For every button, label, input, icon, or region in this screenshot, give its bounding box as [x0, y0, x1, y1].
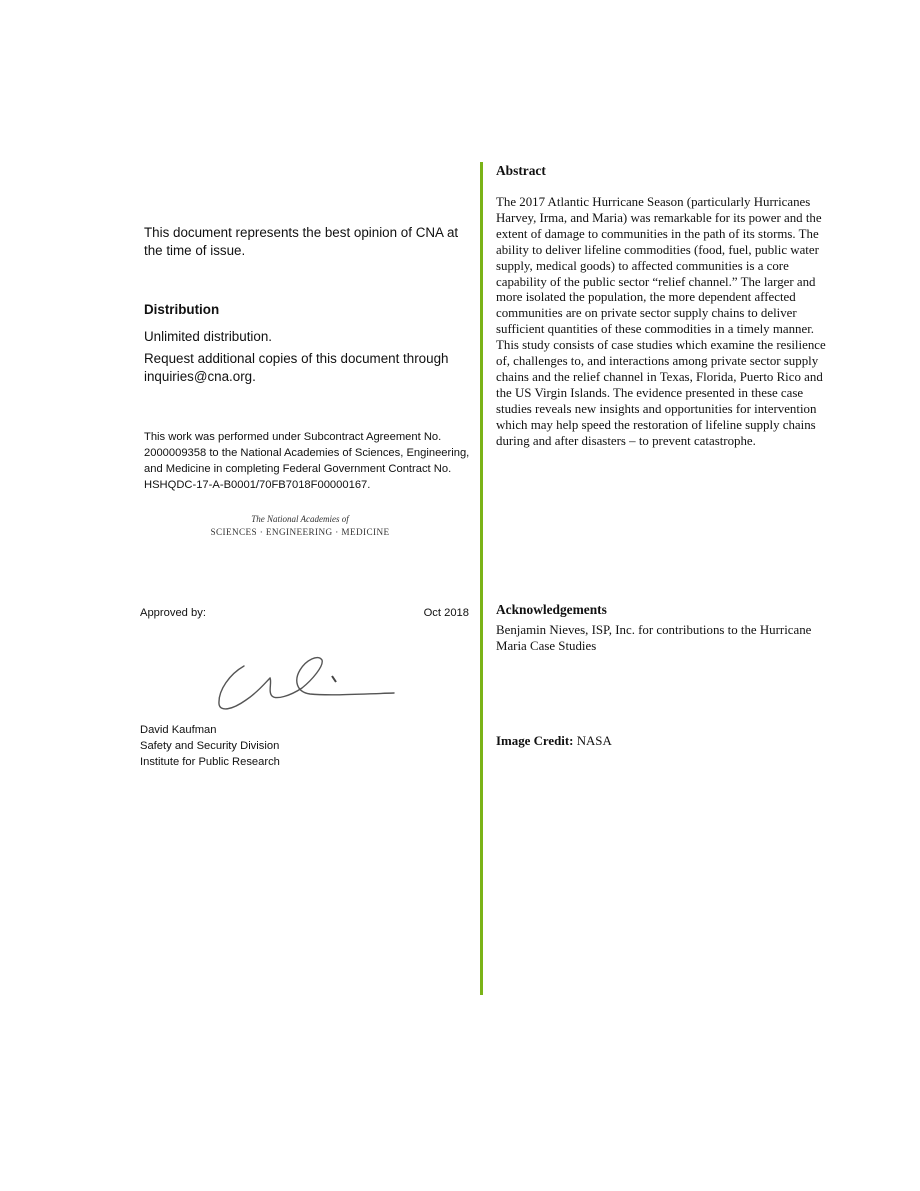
image-credit-label: Image Credit:: [496, 734, 574, 748]
nas-logo: [200, 514, 400, 539]
funding-note: This work was performed under Subcontract Agreement No. 2000009358 to the National Academies of Sciences, Engineering, and Medicine in completing Federal Government Contract No. HSHQDC-17-A-B0001/70FB7018F00000167.: [144, 431, 470, 491]
distribution-heading: Distribution: [144, 302, 220, 317]
distribution-unlimited: Unlimited distribution.: [144, 329, 273, 344]
acknowledgements-heading: Acknowledgements: [496, 602, 607, 617]
signer-block: [140, 722, 280, 770]
image-credit-value: NASA: [576, 734, 612, 748]
column-divider: [480, 162, 483, 995]
signer-name: David Kaufman: [140, 724, 217, 736]
abstract-text: The 2017 Atlantic Hurricane Season (particularly Hurricanes Harvey, Irma, and Maria) was remarkable for its power and the extent of damage to communities in the path of its storms. The ability to deliver lifeline commodities (food, fuel, public water supply, medical goods) to affected communities is a core capability of the public sector “relief channel.” The larger and more isolated the population, the more dependent affected communities are on private sector supply chains to deliver sufficient quantities of these commodities in a timely manner. This study consists of case studies which examine the resilience of, challenges to, and interactions among private sector supply chains and the relief channel in Texas, Florida, Puerto Rico and the US Virgin Islands. The evidence presented in these case studies reveals new insights and opportunities for intervention which may help speed the restoration of lifeline supply chains during and after disasters – to prevent catastrophe.: [496, 195, 826, 448]
signer-division: Safety and Security Division: [140, 740, 280, 752]
nas-logo-line1: The National Academies of: [251, 514, 349, 524]
signer-institute: Institute for Public Research: [140, 756, 280, 768]
distribution-request: Request additional copies of this document through inquiries@cna.org.: [144, 351, 449, 384]
signature-image: [210, 652, 405, 714]
acknowledgements-text: Benjamin Nieves, ISP, Inc. for contributions to the Hurricane Maria Case Studies: [496, 623, 812, 653]
abstract-heading: Abstract: [496, 163, 546, 178]
opinion-statement: This document represents the best opinion of CNA at the time of issue.: [144, 225, 459, 258]
image-credit: [496, 734, 612, 750]
nas-logo-line2: SCIENCES · ENGINEERING · MEDICINE: [210, 527, 390, 537]
approved-label: Approved by:: [140, 607, 206, 619]
approved-date: Oct 2018: [423, 607, 469, 619]
